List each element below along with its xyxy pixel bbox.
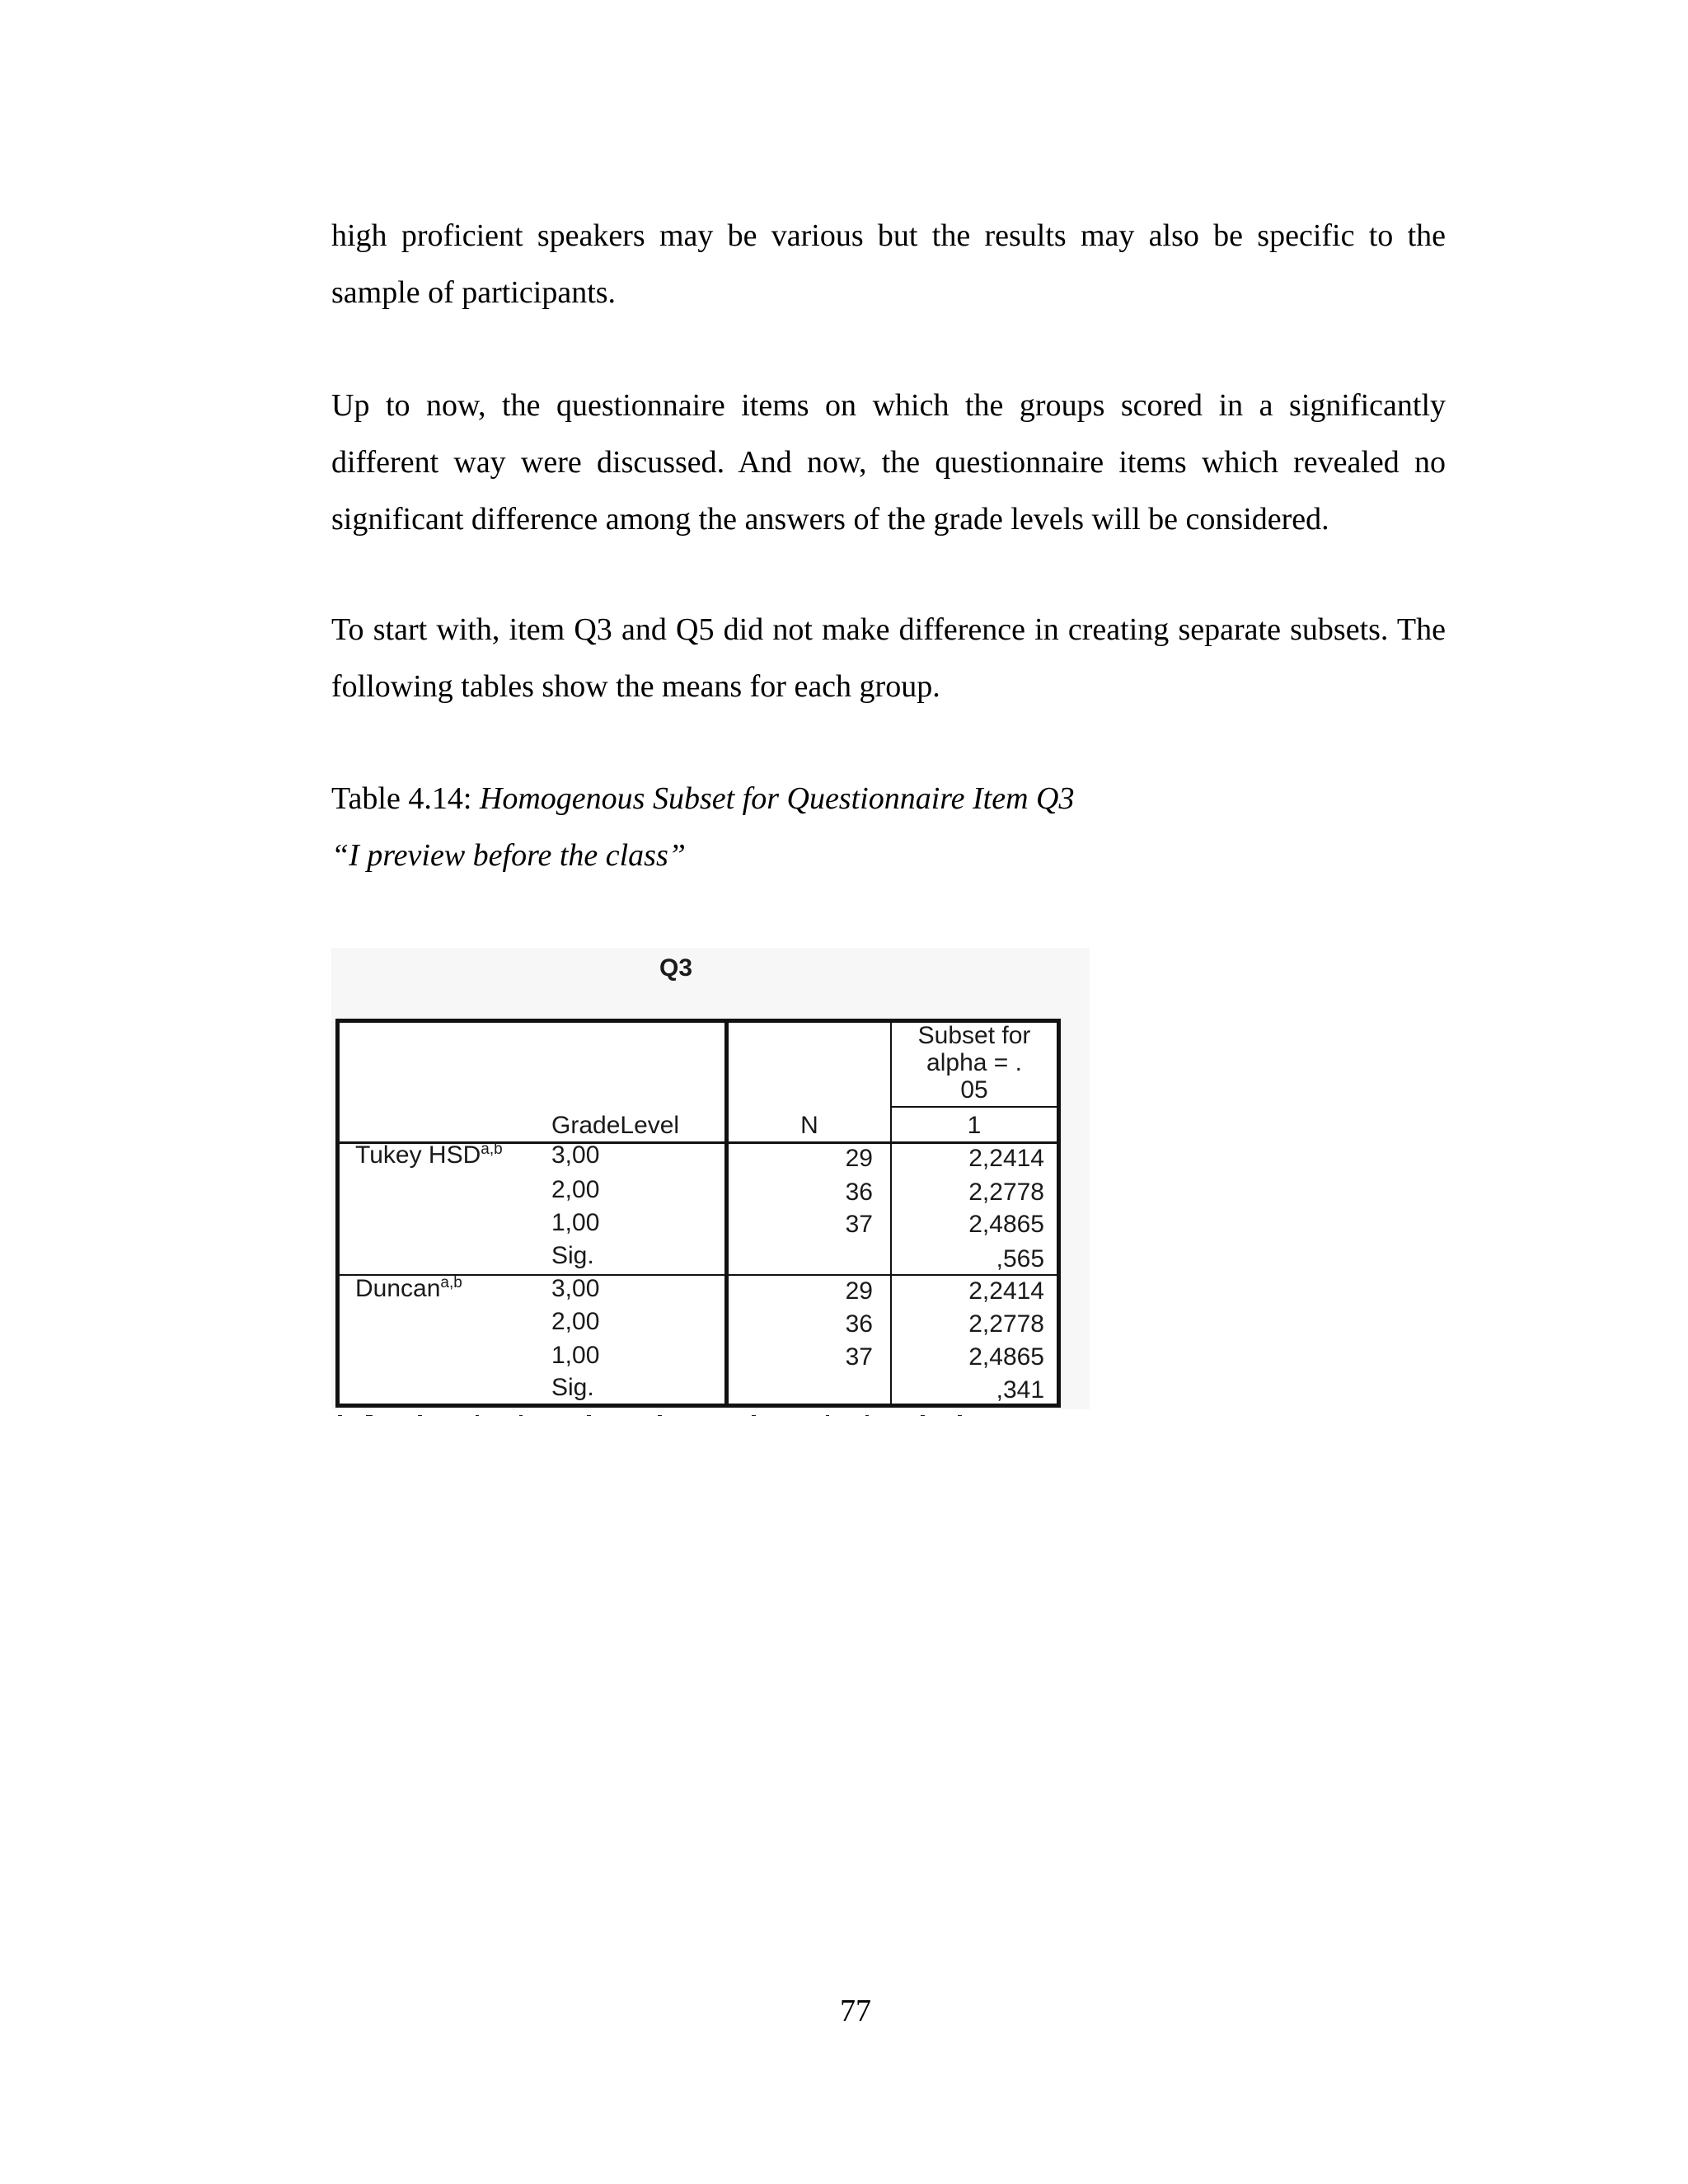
subset-header-line2: alpha = . <box>926 1049 1022 1076</box>
clipped-footnote-fragment <box>331 1409 1073 1416</box>
header-gradelevel: GradeLevel <box>551 1112 680 1139</box>
table-title: Q3 <box>659 954 693 982</box>
row-level: 1,00 <box>551 1342 600 1369</box>
row-level: 3,00 <box>551 1275 600 1302</box>
subset-header-rule <box>890 1106 1059 1108</box>
paragraph-2: Up to now, the questionnaire items on which the groups scored in a significantly different way were discussed. And now, the questionnaire items which revealed no significant difference among the answers of the grade levels will be considered. <box>331 388 1446 537</box>
paragraph-3: To start with, item Q3 and Q5 did not make difference in creating separate subsets. The following tables show the means for each group. <box>331 612 1446 704</box>
row-subset-value: ,341 <box>996 1376 1044 1404</box>
row-level: 3,00 <box>551 1141 600 1169</box>
row-n: 37 <box>845 1211 873 1238</box>
frame-right <box>1057 1019 1061 1408</box>
row-n: 29 <box>845 1277 873 1305</box>
row-n: 36 <box>845 1310 873 1338</box>
spss-output-figure <box>331 948 1090 1409</box>
group-label-tukey: Tukey HSD$^{a,b}$ <box>355 1141 503 1169</box>
frame-left <box>335 1019 340 1408</box>
header-n: N <box>800 1112 818 1139</box>
row-level: Sig. <box>551 1242 594 1269</box>
homogeneous-subsets-table <box>335 1019 1061 1408</box>
row-subset-value: 2,2414 <box>968 1277 1044 1305</box>
paragraph-1: high proficient speakers may be various but the results may also be specific to the sample of participants. <box>331 218 1446 310</box>
page-number: 77 <box>840 1994 871 2028</box>
row-n: 36 <box>845 1179 873 1206</box>
row-level: 2,00 <box>551 1176 600 1203</box>
row-subset-value: ,565 <box>996 1245 1044 1272</box>
row-n: 29 <box>845 1145 873 1172</box>
footnote-marker: a,b <box>481 1141 503 1158</box>
clipped-text-dashes <box>331 1413 1073 1416</box>
row-subset-value: 2,2778 <box>968 1179 1044 1206</box>
subset-header-line1: Subset for <box>917 1022 1031 1049</box>
row-subset-value: 2,2778 <box>968 1310 1044 1338</box>
row-subset-value: 2,4865 <box>968 1343 1044 1371</box>
row-level: 2,00 <box>551 1308 600 1335</box>
table-caption-title: Homogenous Subset for Questionnaire Item Q3 <box>479 781 1075 816</box>
row-level: Sig. <box>551 1374 594 1401</box>
row-n: 37 <box>845 1343 873 1371</box>
header-subset-col: 1 <box>967 1112 982 1139</box>
table-caption-label: Table 4.14: <box>331 781 480 816</box>
row-subset-value: 2,2414 <box>968 1145 1044 1172</box>
group-label-duncan: Duncan$^{a,b}$ <box>355 1274 462 1302</box>
table-caption-quote: “I preview before the class” <box>331 838 686 873</box>
row-level: 1,00 <box>551 1209 600 1236</box>
table-caption <box>331 771 1074 827</box>
subset-header-line3: 05 <box>960 1076 988 1104</box>
footnote-marker: a,b <box>440 1274 462 1291</box>
row-subset-value: 2,4865 <box>968 1211 1044 1238</box>
